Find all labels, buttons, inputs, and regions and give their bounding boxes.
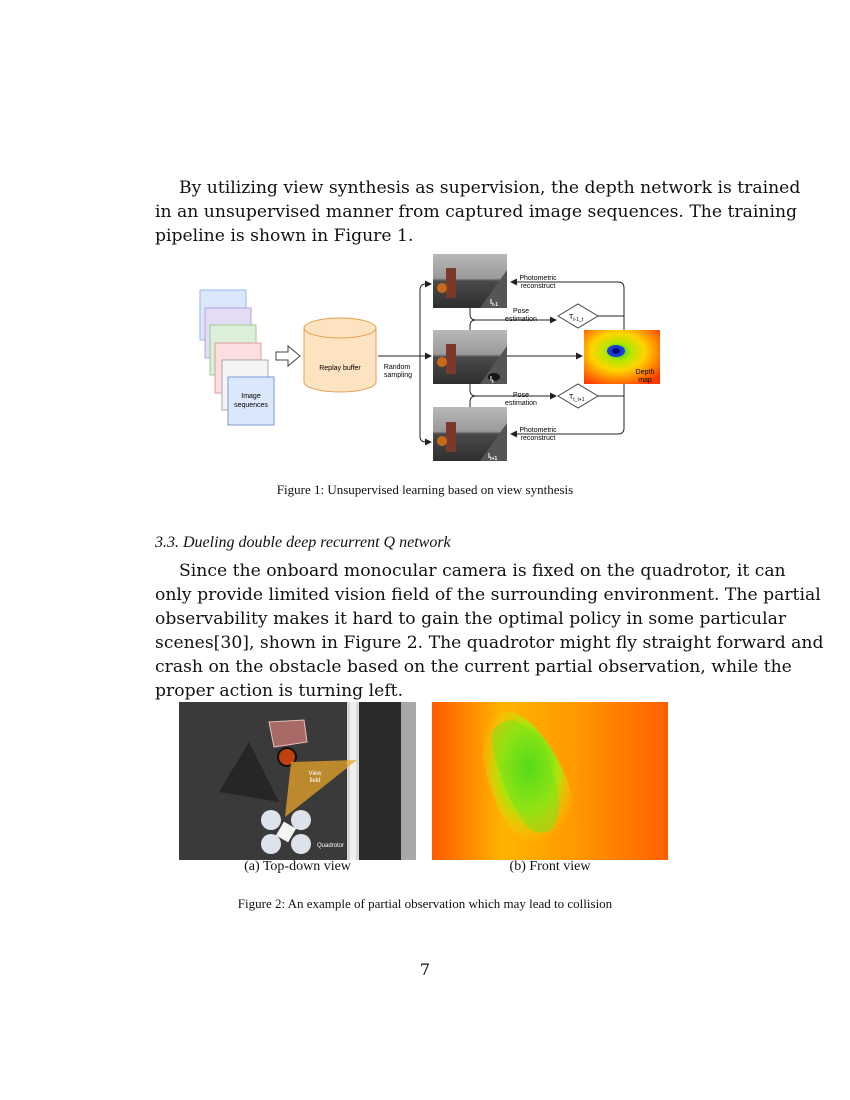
text-line: proper action is turning left.	[155, 681, 404, 701]
image-sequence-stack	[200, 290, 274, 425]
depth-map-label: Depth map	[635, 369, 655, 384]
page-number: 7	[419, 960, 431, 979]
transform-bottom-label: $T_{t\_t+1}$	[569, 394, 585, 403]
figure-2a-top-down	[179, 702, 416, 860]
frame-next	[433, 407, 507, 462]
text-line: scenes[30], shown in Figure 2. The quadrotor might fly straight forward and	[155, 633, 824, 653]
photometric-bottom: Photometric reconstruct	[519, 427, 557, 442]
text-line: crash on the obstacle based on the current partial observation, while the	[155, 657, 792, 677]
figure-2-caption: Figure 2: An example of partial observation which may lead to collision	[237, 896, 613, 911]
transform-diamond-top	[558, 304, 598, 328]
photometric-top: Photometric reconstruct	[519, 275, 557, 290]
arrow-to-buffer	[276, 346, 300, 366]
frame-current	[433, 330, 507, 385]
intro-paragraph	[155, 176, 801, 248]
pose-estimation-bottom: Pose estimation	[505, 392, 537, 407]
image-sequences-label: Image sequences	[234, 393, 268, 409]
depth-map	[584, 330, 660, 384]
figure-2b-front-view	[432, 702, 668, 860]
transform-top-label: $T_{t-1\_t}$	[569, 314, 584, 323]
text-line: pipeline is shown in Figure 1.	[155, 226, 414, 246]
quadrotor-label: Quadrotor	[317, 843, 345, 849]
text-line: in an unsupervised manner from captured image sequences. The training	[155, 202, 798, 222]
replay-buffer	[304, 318, 376, 392]
replay-buffer-label: Replay buffer	[319, 365, 361, 372]
text-line: observability makes it hard to gain the optimal policy in some particular	[155, 609, 787, 629]
frame-current-label: $I_t$	[490, 376, 494, 385]
subcaption-b: (b) Front view	[509, 859, 591, 874]
section-heading: 3.3. Dueling double deep recurrent Q network	[155, 534, 451, 551]
figure-1-pipeline	[0, 250, 850, 470]
frame-prev	[433, 254, 507, 308]
figure-1-caption: Figure 1: Unsupervised learning based on view synthesis	[276, 482, 574, 497]
subcaption-a: (a) Top-down view	[244, 859, 351, 874]
frame-prev-label: $I_{t-1}$	[490, 299, 499, 308]
text-line: only provide limited vision field of the surrounding environment. The partial	[155, 585, 821, 605]
pose-estimation-top: Pose estimation	[505, 308, 537, 323]
random-sampling-label: Random sampling	[383, 364, 413, 379]
frame-next-label: $I_{t+1}$	[488, 453, 498, 462]
body-paragraph	[155, 559, 824, 703]
text-line: By utilizing view synthesis as supervision, the depth network is trained	[179, 178, 801, 198]
view-field-label: View field	[308, 771, 322, 784]
transform-diamond-bottom	[558, 384, 598, 408]
text-line: Since the onboard monocular camera is fixed on the quadrotor, it can	[179, 561, 786, 581]
